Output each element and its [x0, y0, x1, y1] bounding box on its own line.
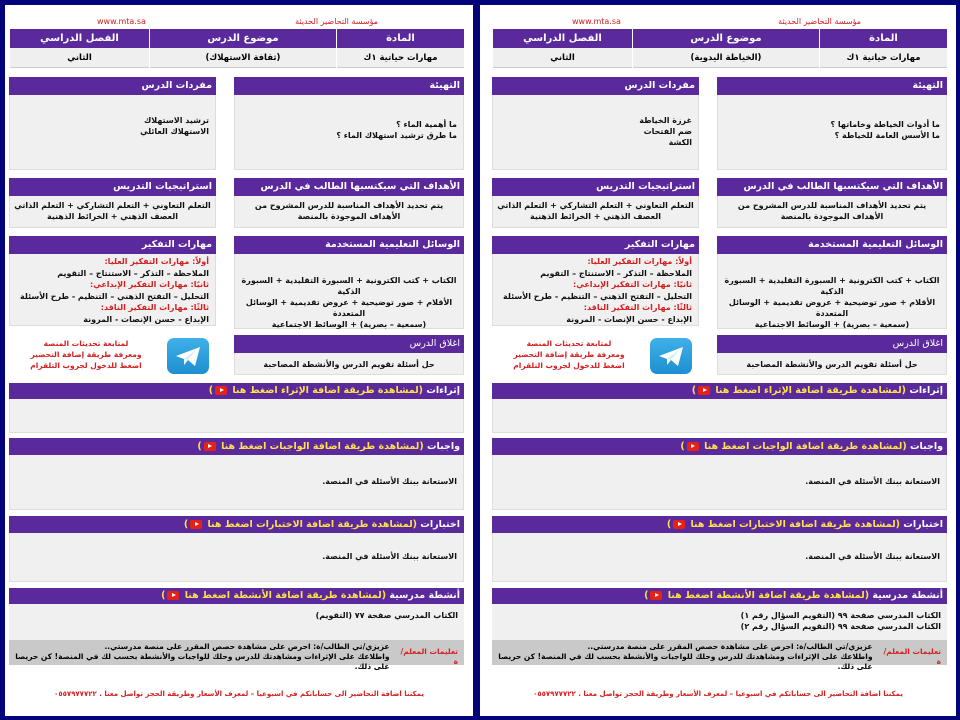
semester-header: الفصل الدراسي: [10, 29, 149, 48]
semester-header: الفصل الدراسي: [493, 29, 632, 48]
activities-header: أنشطة مدرسية: [872, 590, 943, 601]
closing-section: [717, 335, 947, 375]
activities-line: الكتاب المدرسي صفحة ٩٩ (التقويم السؤال رقم ٢): [740, 622, 941, 631]
youtube-icon[interactable]: [673, 520, 685, 529]
activities-video-link[interactable]: (لمشاهدة طريقة اضافة الأنشطة اضغط هنا: [667, 590, 870, 601]
youtube-icon[interactable]: [687, 442, 699, 451]
teacher-notes-line: واطلاعك على الإثراءات ومشاهدتك للدرس وحلك للواجبات والأنشطة بحسب لك في المنصة! كن حريصا على ذلك.: [15, 652, 390, 671]
youtube-icon[interactable]: [190, 520, 202, 529]
tests-text: الاستعانة ببنك الأسئلة في المنصة.: [492, 533, 947, 582]
vocab-line: الكشة: [668, 138, 692, 147]
homework-text: الاستعانة ببنك الأسئلة في المنصة.: [9, 455, 464, 510]
activities-video-link[interactable]: (لمشاهدة طريقة اضافة الأنشطة اضغط هنا: [184, 590, 387, 601]
youtube-icon[interactable]: [650, 591, 662, 600]
homework-section: [492, 438, 947, 510]
intro-line: ما أدوات الخياطة وخاماتها ؟: [830, 120, 940, 129]
tests-section: [492, 516, 947, 582]
telegram-text: ومعرفة طريقة إضافة التحضير: [30, 350, 142, 359]
strategies-line: العصف الذهني + الخرائط الذهنية: [47, 212, 178, 221]
thinking-heading: ثالثًا: مهارات التفكير الناقد:: [583, 303, 692, 312]
telegram-link[interactable]: [494, 338, 644, 371]
tools-line: الكتاب + كتب الكترونية + السبورة التقليدية + السبورة الذكية: [724, 276, 940, 296]
close-paren: ): [680, 441, 685, 452]
close-paren: ): [644, 590, 649, 601]
teacher-notes-line: عزيزي/تي الطالب/ة: احرص على مشاهدة حصص المقرر على منصة مدرستي..: [104, 642, 390, 651]
semester-value: الثاني: [493, 48, 632, 68]
thinking-text: الملاحظة – التذكر – الاستنتاج – التقويم: [57, 268, 209, 278]
subject-header: المادة: [337, 29, 464, 48]
tools-line: الأقلام + صور توضيحية + عروض تقديمية + الوسائل المتعددة: [728, 298, 936, 318]
topic-value: (ثقافة الاستهلاك): [150, 48, 336, 68]
thinking-heading: ثانيًا: مهارات التفكير الإبداعي:: [90, 280, 209, 289]
enrichment-section: [492, 383, 947, 433]
tools-line: (سمعية – بصرية) + الوسائط الاجتماعية: [754, 320, 910, 329]
intro-section: [717, 77, 947, 170]
activities-line: الكتاب المدرسي صفحة ٧٧ (التقويم): [315, 611, 458, 620]
youtube-icon[interactable]: [204, 442, 216, 451]
footer-text: يمكننا اضافة التحاضير الى حساباتكم في اسبوعيا – لمعرف الأسعار وطريقة الحجز تواصل معنا . ٠٥٥٧٩٧٧٧٢٢: [533, 690, 903, 698]
thinking-section: [492, 236, 699, 326]
objectives-section: [234, 178, 464, 228]
tools-line: (سمعية – بصرية) + الوسائط الاجتماعية: [271, 320, 427, 329]
close-paren: ): [161, 590, 166, 601]
thinking-heading: ثالثًا: مهارات التفكير الناقد:: [100, 303, 209, 312]
strategies-line: التعلم التعاوني + التعلم التشاركي + التعلم الذاتي: [497, 201, 694, 210]
strategies-line: التعلم التعاوني + التعلم التشاركي + التعلم الذاتي: [14, 201, 211, 210]
thinking-heading: ثانيًا: مهارات التفكير الإبداعي:: [573, 280, 692, 289]
thinking-header: مهارات التفكير: [492, 236, 699, 254]
topic-header: موضوع الدرس: [150, 29, 336, 48]
tests-section: [9, 516, 464, 582]
homework-video-link[interactable]: (لمشاهدة طريقة اضافة الواجبات اضغط هنا: [704, 441, 907, 452]
tools-line: الكتاب + كتب الكترونية + السبورة التقليدية + السبورة الذكية: [241, 276, 457, 296]
institution-name: مؤسسة التحاضير الحديثة: [295, 17, 378, 26]
telegram-text: ومعرفة طريقة إضافة التحضير: [513, 350, 625, 359]
vocab-section: [492, 77, 699, 170]
tools-section: [234, 236, 464, 329]
thinking-heading: أولاً: مهارات التفكير العليا:: [587, 257, 692, 266]
intro-line: ما الأسس العامة للخياطة ؟: [834, 131, 940, 140]
closing-header: اغلاق الدرس: [234, 335, 464, 353]
topic-value: (الخياطة اليدوية): [633, 48, 819, 68]
telegram-text: لمتابعة تحديثات المنصة: [526, 339, 612, 348]
teacher-notes-line: عزيزي/تي الطالب/ة: احرص على مشاهدة حصص المقرر على منصة مدرستي..: [587, 642, 873, 651]
homework-header: واجبات: [427, 441, 460, 452]
site-url[interactable]: www.mta.sa: [572, 17, 621, 26]
enrichment-section: [9, 383, 464, 433]
lesson-plan-page-1: [5, 5, 473, 716]
youtube-icon[interactable]: [167, 591, 179, 600]
thinking-text: الملاحظة – التذكر – الاستنتاج – التقويم: [540, 268, 692, 278]
lesson-info-table: [492, 29, 947, 69]
thinking-text: الإبداع - حسن الإنصات - المرونة: [566, 314, 692, 324]
vocab-line: ترشيد الاستهلاك: [143, 116, 209, 125]
objectives-header: الأهداف التي سيكتسبها الطالب في الدرس: [717, 178, 947, 196]
lesson-plan-page-2: [480, 5, 956, 716]
activities-section: [492, 588, 947, 671]
thinking-text: الإبداع - حسن الإنصات - المرونة: [83, 314, 209, 324]
intro-line: ما أهمية الماء ؟: [396, 120, 457, 129]
tests-text: الاستعانة ببنك الأسئلة في المنصة.: [9, 533, 464, 582]
semester-value: الثاني: [10, 48, 149, 68]
activities-section: [9, 588, 464, 671]
thinking-section: [9, 236, 216, 326]
intro-header: التهيئة: [234, 77, 464, 95]
telegram-text: اضغط للدخول لجروب التلقرام: [513, 361, 625, 370]
activities-line: الكتاب المدرسي صفحة ٩٩ (التقويم السؤال رقم ١): [740, 611, 941, 620]
enrichment-video-link[interactable]: (لمشاهدة طريقة اضافة الإثراء اضغط هنا: [232, 385, 424, 396]
telegram-link[interactable]: [11, 338, 161, 371]
homework-text: الاستعانة ببنك الأسئلة في المنصة.: [492, 455, 947, 510]
teacher-notes-line: واطلاعك على الإثراءات ومشاهدتك للدرس وحلك للواجبات والأنشطة بحسب لك في المنصة! كن حريصا على ذلك.: [498, 652, 873, 671]
tests-header: اختبارات: [420, 519, 460, 530]
enrichment-header: إثراءات: [426, 385, 460, 396]
objectives-header: الأهداف التي سيكتسبها الطالب في الدرس: [234, 178, 464, 196]
vocab-header: مفردات الدرس: [9, 77, 216, 95]
close-paren: ): [666, 519, 672, 530]
thinking-text: التحليل – التفتح الذهني – التنظيم - طرح الأسئلة: [20, 291, 209, 301]
close-paren: ): [208, 385, 214, 396]
intro-header: التهيئة: [717, 77, 947, 95]
subject-header: المادة: [820, 29, 947, 48]
strategies-header: استراتيجيات التدريس: [492, 178, 699, 196]
youtube-icon[interactable]: [215, 386, 227, 395]
footer-text: يمكننا اضافة التحاضير الى حساباتكم في اسبوعيا – لمعرف الأسعار وطريقة الحجز تواصل معنا . ٠٥٥٧٩٧٧٧٢٢: [54, 690, 424, 698]
vocab-line: الاستهلاك العائلي: [140, 127, 209, 136]
youtube-icon[interactable]: [698, 386, 710, 395]
telegram-icon[interactable]: [167, 338, 209, 374]
tests-header: اختبارات: [903, 519, 943, 530]
intro-section: [234, 77, 464, 170]
intro-line: ما طرق ترشيد استهلاك الماء ؟: [336, 131, 457, 140]
tools-section: [717, 236, 947, 329]
objectives-text: يتم تحديد الأهداف المناسبة للدرس المشروح من الأهداف الموجودة بالمنصة: [234, 196, 464, 228]
homework-header: واجبات: [910, 441, 943, 452]
tools-header: الوسائل التعليمية المستخدمة: [234, 236, 464, 254]
strategies-line: العصف الذهني + الخرائط الذهنية: [530, 212, 661, 221]
telegram-text: لمتابعة تحديثات المنصة: [43, 339, 129, 348]
teacher-notes: [492, 640, 947, 671]
tests-video-link[interactable]: (لمشاهدة طريقة اضافة الاختبارات اضغط هنا: [690, 519, 900, 530]
thinking-header: مهارات التفكير: [9, 236, 216, 254]
vocab-header: مفردات الدرس: [492, 77, 699, 95]
close-paren: ): [183, 519, 189, 530]
thinking-text: التحليل – التفتح الذهني – التنظيم - طرح الأسئلة: [503, 291, 692, 301]
teacher-notes-label: تعليمات المعلم/ة: [883, 647, 941, 666]
objectives-section: [717, 178, 947, 228]
activities-header: أنشطة مدرسية: [389, 590, 460, 601]
lesson-info-table: [9, 29, 464, 69]
enrichment-header: إثراءات: [909, 385, 943, 396]
institution-name: مؤسسة التحاضير الحديثة: [778, 17, 861, 26]
closing-text: حل أسئلة تقويم الدرس والأنشطة المصاحبة: [234, 353, 464, 375]
subject-value: مهارات حياتية ١ك: [820, 48, 947, 68]
homework-video-link[interactable]: (لمشاهدة طريقة اضافة الواجبات اضغط هنا: [221, 441, 424, 452]
closing-section: [234, 335, 464, 375]
telegram-icon[interactable]: [650, 338, 692, 374]
strategies-header: استراتيجيات التدريس: [9, 178, 216, 196]
strategies-section: [492, 178, 699, 228]
objectives-text: يتم تحديد الأهداف المناسبة للدرس المشروح من الأهداف الموجودة بالمنصة: [717, 196, 947, 228]
close-paren: ): [691, 385, 697, 396]
teacher-notes-label: تعليمات المعلم/ة: [400, 647, 458, 666]
site-url[interactable]: www.mta.sa: [97, 17, 146, 26]
strategies-section: [9, 178, 216, 228]
teacher-notes: [9, 640, 464, 671]
tests-video-link[interactable]: (لمشاهدة طريقة اضافة الاختبارات اضغط هنا: [207, 519, 417, 530]
subject-value: مهارات حياتية ١ك: [337, 48, 464, 68]
vocab-section: [9, 77, 216, 170]
telegram-text: اضغط للدخول لجروب التلقرام: [30, 361, 142, 370]
topic-header: موضوع الدرس: [633, 29, 819, 48]
enrichment-video-link[interactable]: (لمشاهدة طريقة اضافة الإثراء اضغط هنا: [715, 385, 907, 396]
tools-header: الوسائل التعليمية المستخدمة: [717, 236, 947, 254]
homework-section: [9, 438, 464, 510]
closing-text: حل أسئلة تقويم الدرس والأنشطة المصاحبة: [717, 353, 947, 375]
close-paren: ): [197, 441, 202, 452]
thinking-heading: أولاً: مهارات التفكير العليا:: [104, 257, 209, 266]
tools-line: الأقلام + صور توضيحية + عروض تقديمية + الوسائل المتعددة: [245, 298, 453, 318]
vocab-line: ضم الفتحات: [643, 127, 692, 136]
closing-header: اغلاق الدرس: [717, 335, 947, 353]
vocab-line: غرزة الخياطة: [639, 116, 692, 125]
